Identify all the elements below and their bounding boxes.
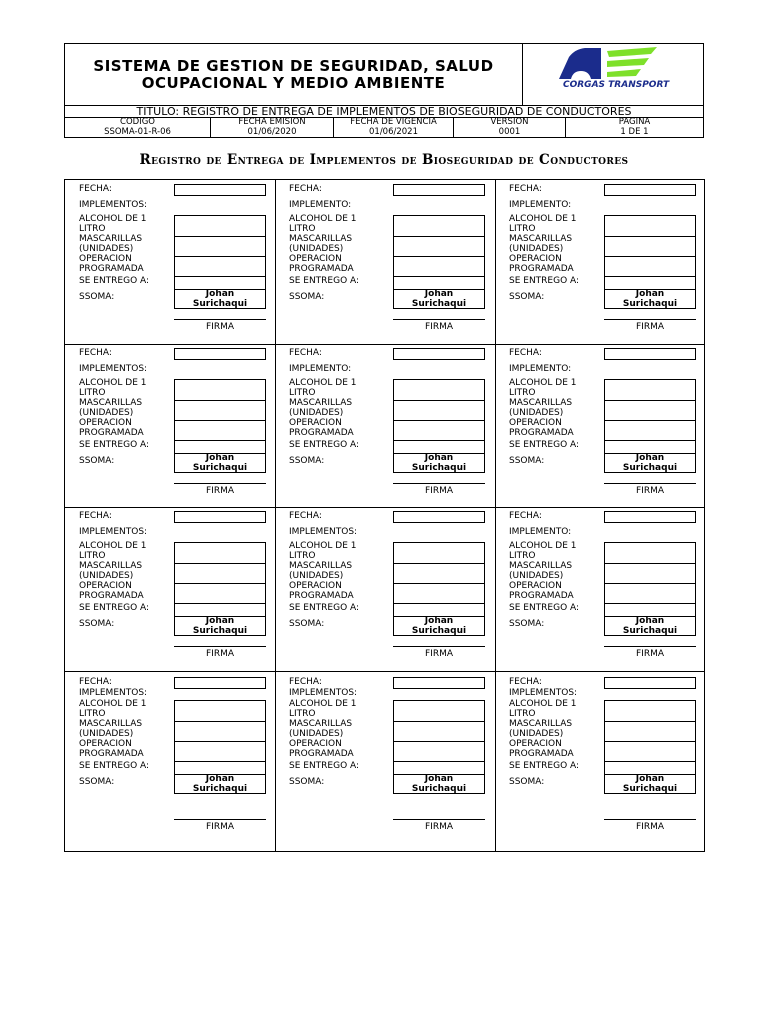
implement-fields — [393, 379, 485, 454]
implement-field-cell — [175, 584, 265, 604]
mascarillas-label: MASCARILLAS (UNIDADES) — [289, 719, 353, 739]
fecha-label: FECHA: — [289, 677, 322, 687]
operacion-label: OPERACION PROGRAMADA — [79, 418, 144, 438]
mascarillas-label: MASCARILLAS (UNIDADES) — [289, 234, 353, 254]
record-card — [495, 671, 705, 852]
ssoma-name: Johan Surichaqui — [393, 289, 485, 309]
record-card — [495, 180, 705, 344]
implement-fields — [174, 379, 266, 454]
operacion-label: OPERACION PROGRAMADA — [79, 254, 144, 274]
implement-field-cell — [394, 584, 484, 604]
implementos-label: IMPLEMENTO: — [509, 364, 572, 374]
fecha-label: FECHA: — [79, 184, 112, 194]
ssoma-label: SSOMA: — [79, 456, 115, 466]
implement-field-cell — [175, 742, 265, 762]
ssoma-label: SSOMA: — [79, 292, 115, 302]
mascarillas-label: MASCARILLAS (UNIDADES) — [289, 561, 353, 581]
implement-field-cell — [605, 401, 695, 421]
fecha-field — [393, 511, 485, 523]
implement-field-cell — [605, 216, 695, 237]
ssoma-label: SSOMA: — [509, 292, 545, 302]
operacion-label: OPERACION PROGRAMADA — [509, 254, 574, 274]
implement-field-cell — [175, 701, 265, 722]
mascarillas-label: MASCARILLAS (UNIDADES) — [509, 234, 573, 254]
signature-line — [604, 819, 696, 820]
fecha-field — [604, 677, 696, 689]
form-subtitle: TITULO: REGISTRO DE ENTREGA DE IMPLEMENTOS DE BIOSEGURIDAD DE CONDUCTORES — [65, 105, 703, 118]
logo-brand-text: CORGAS TRANSPORT — [563, 80, 670, 90]
entrego-label: SE ENTREGO A: — [509, 440, 580, 450]
record-card — [275, 507, 495, 671]
ssoma-label: SSOMA: — [289, 777, 325, 787]
implement-field-cell — [394, 722, 484, 742]
ssoma-name: Johan Surichaqui — [174, 616, 266, 636]
implement-field-cell — [175, 722, 265, 742]
ssoma-label: SSOMA: — [289, 292, 325, 302]
fecha-field — [604, 184, 696, 196]
signature-line — [393, 819, 485, 820]
alcohol-label: ALCOHOL DE 1 LITRO — [79, 214, 147, 234]
implement-field-cell — [605, 237, 695, 257]
implement-field-cell — [175, 564, 265, 584]
implement-field-cell — [605, 762, 695, 774]
implementos-label: IMPLEMENTOS: — [289, 527, 358, 537]
operacion-label: OPERACION PROGRAMADA — [289, 739, 354, 759]
alcohol-label: ALCOHOL DE 1 LITRO — [289, 378, 357, 398]
implement-field-cell — [605, 722, 695, 742]
implement-field-cell — [605, 257, 695, 277]
entrego-label: SE ENTREGO A: — [79, 276, 150, 286]
alcohol-label: ALCOHOL DE 1 LITRO — [289, 214, 357, 234]
signature-line — [604, 319, 696, 320]
fecha-field — [174, 677, 266, 689]
implement-field-cell — [394, 701, 484, 722]
record-card — [65, 180, 275, 344]
fecha-field — [393, 184, 485, 196]
entrego-label: SE ENTREGO A: — [289, 603, 360, 613]
implement-field-cell — [175, 543, 265, 564]
alcohol-label: ALCOHOL DE 1 LITRO — [79, 541, 147, 561]
fecha-label: FECHA: — [509, 184, 542, 194]
implementos-label: IMPLEMENTOS: — [79, 527, 148, 537]
implement-field-cell — [175, 762, 265, 774]
implementos-label: IMPLEMENTO: — [509, 200, 572, 210]
fecha-label: FECHA: — [289, 348, 322, 358]
operacion-label: OPERACION PROGRAMADA — [289, 581, 354, 601]
ssoma-name: Johan Surichaqui — [174, 289, 266, 309]
signature-line — [174, 483, 266, 484]
mascarillas-label: MASCARILLAS (UNIDADES) — [509, 561, 573, 581]
record-card — [65, 344, 275, 507]
record-card — [275, 344, 495, 507]
firma-label: FIRMA — [424, 486, 453, 496]
fecha-label: FECHA: — [79, 511, 112, 521]
implement-field-cell — [394, 237, 484, 257]
fecha-label: FECHA: — [79, 348, 112, 358]
entrego-label: SE ENTREGO A: — [289, 440, 360, 450]
implement-fields — [393, 700, 485, 775]
implement-fields — [174, 700, 266, 775]
implementos-label: IMPLEMENTOS: — [79, 200, 148, 210]
implement-field-cell — [175, 421, 265, 441]
ssoma-name: Johan Surichaqui — [604, 289, 696, 309]
ssoma-label: SSOMA: — [289, 456, 325, 466]
implementos-label: IMPLEMENTOS: — [289, 688, 358, 698]
records-grid — [64, 179, 705, 852]
implement-field-cell — [394, 277, 484, 289]
implement-field-cell — [605, 584, 695, 604]
implement-field-cell — [175, 277, 265, 289]
implement-fields — [604, 700, 696, 775]
firma-label: FIRMA — [635, 822, 664, 832]
ssoma-label: SSOMA: — [79, 777, 115, 787]
implementos-label: IMPLEMENTOS: — [509, 688, 578, 698]
meta-fecha-emision: FECHA EMISION 01/06/2020 — [211, 118, 334, 138]
record-card — [65, 671, 275, 852]
mascarillas-label: MASCARILLAS (UNIDADES) — [509, 398, 573, 418]
meta-row — [65, 118, 703, 138]
signature-line — [393, 646, 485, 647]
firma-label: FIRMA — [424, 649, 453, 659]
alcohol-label: ALCOHOL DE 1 LITRO — [289, 699, 357, 719]
implement-field-cell — [175, 380, 265, 401]
ssoma-name: Johan Surichaqui — [174, 774, 266, 794]
entrego-label: SE ENTREGO A: — [509, 276, 580, 286]
implement-field-cell — [605, 277, 695, 289]
operacion-label: OPERACION PROGRAMADA — [509, 581, 574, 601]
ssoma-name: Johan Surichaqui — [393, 774, 485, 794]
firma-label: FIRMA — [205, 822, 234, 832]
fecha-field — [174, 184, 266, 196]
truck-logo-icon — [559, 45, 669, 85]
implement-field-cell — [605, 701, 695, 722]
system-title-line2: OCUPACIONAL Y MEDIO AMBIENTE — [141, 73, 446, 92]
signature-line — [604, 483, 696, 484]
fecha-label: FECHA: — [289, 511, 322, 521]
implement-field-cell — [605, 441, 695, 453]
alcohol-label: ALCOHOL DE 1 LITRO — [79, 699, 147, 719]
entrego-label: SE ENTREGO A: — [509, 603, 580, 613]
implement-field-cell — [175, 604, 265, 616]
implement-field-cell — [394, 604, 484, 616]
fecha-field — [604, 348, 696, 360]
meta-codigo: CODIGO SSOMA-01-R-06 — [65, 118, 211, 138]
fecha-field — [393, 677, 485, 689]
system-title — [65, 44, 523, 105]
implement-fields — [174, 215, 266, 290]
ssoma-name: Johan Surichaqui — [604, 616, 696, 636]
meta-version: VERSION 0001 — [454, 118, 566, 138]
entrego-label: SE ENTREGO A: — [79, 603, 150, 613]
document-header — [64, 43, 704, 138]
record-card — [65, 507, 275, 671]
signature-line — [393, 483, 485, 484]
system-title-line1: SISTEMA DE GESTION DE SEGURIDAD, SALUD — [93, 56, 494, 75]
implement-field-cell — [394, 216, 484, 237]
signature-line — [393, 319, 485, 320]
signature-line — [604, 646, 696, 647]
fecha-label: FECHA: — [509, 677, 542, 687]
implement-field-cell — [394, 543, 484, 564]
implement-field-cell — [605, 543, 695, 564]
record-card — [275, 671, 495, 852]
mascarillas-label: MASCARILLAS (UNIDADES) — [79, 234, 143, 254]
entrego-label: SE ENTREGO A: — [79, 440, 150, 450]
mascarillas-label: MASCARILLAS (UNIDADES) — [79, 719, 143, 739]
implement-field-cell — [394, 441, 484, 453]
signature-line — [174, 646, 266, 647]
mascarillas-label: MASCARILLAS (UNIDADES) — [509, 719, 573, 739]
mascarillas-label: MASCARILLAS (UNIDADES) — [289, 398, 353, 418]
implement-field-cell — [394, 762, 484, 774]
implement-field-cell — [175, 216, 265, 237]
fecha-label: FECHA: — [509, 511, 542, 521]
implement-fields — [604, 215, 696, 290]
implement-field-cell — [394, 401, 484, 421]
ssoma-name: Johan Surichaqui — [174, 453, 266, 473]
page-title: Registro de Entrega de Implementos de Bioseguridad de Conductores — [139, 152, 629, 168]
implementos-label: IMPLEMENTO: — [289, 200, 352, 210]
meta-fecha-vigencia: FECHA DE VIGENCIA 01/06/2021 — [334, 118, 454, 138]
implement-field-cell — [605, 604, 695, 616]
fecha-field — [393, 348, 485, 360]
implement-fields — [174, 542, 266, 617]
firma-label: FIRMA — [205, 322, 234, 332]
implement-fields — [604, 379, 696, 454]
entrego-label: SE ENTREGO A: — [289, 761, 360, 771]
implement-field-cell — [605, 564, 695, 584]
mascarillas-label: MASCARILLAS (UNIDADES) — [79, 398, 143, 418]
implement-field-cell — [605, 421, 695, 441]
implement-field-cell — [394, 257, 484, 277]
implement-field-cell — [605, 380, 695, 401]
implement-fields — [393, 542, 485, 617]
firma-label: FIRMA — [635, 322, 664, 332]
operacion-label: OPERACION PROGRAMADA — [79, 739, 144, 759]
operacion-label: OPERACION PROGRAMADA — [289, 418, 354, 438]
ssoma-label: SSOMA: — [289, 619, 325, 629]
implementos-label: IMPLEMENTOS: — [79, 364, 148, 374]
operacion-label: OPERACION PROGRAMADA — [79, 581, 144, 601]
ssoma-name: Johan Surichaqui — [604, 453, 696, 473]
operacion-label: OPERACION PROGRAMADA — [289, 254, 354, 274]
fecha-label: FECHA: — [509, 348, 542, 358]
firma-label: FIRMA — [205, 649, 234, 659]
alcohol-label: ALCOHOL DE 1 LITRO — [509, 214, 577, 234]
firma-label: FIRMA — [205, 486, 234, 496]
fecha-field — [604, 511, 696, 523]
alcohol-label: ALCOHOL DE 1 LITRO — [509, 378, 577, 398]
implement-field-cell — [394, 564, 484, 584]
implementos-label: IMPLEMENTO: — [289, 364, 352, 374]
record-card — [495, 507, 705, 671]
company-logo — [523, 44, 704, 105]
meta-pagina: PAGINA 1 DE 1 — [618, 117, 651, 137]
implement-field-cell — [175, 401, 265, 421]
alcohol-label: ALCOHOL DE 1 LITRO — [79, 378, 147, 398]
alcohol-label: ALCOHOL DE 1 LITRO — [509, 541, 577, 561]
fecha-field — [174, 348, 266, 360]
fecha-label: FECHA: — [289, 184, 322, 194]
ssoma-name: Johan Surichaqui — [393, 616, 485, 636]
fecha-field — [174, 511, 266, 523]
implementos-label: IMPLEMENTOS: — [79, 688, 148, 698]
implement-field-cell — [394, 380, 484, 401]
ssoma-label: SSOMA: — [509, 777, 545, 787]
ssoma-label: SSOMA: — [509, 456, 545, 466]
implement-field-cell — [394, 421, 484, 441]
operacion-label: OPERACION PROGRAMADA — [509, 418, 574, 438]
mascarillas-label: MASCARILLAS (UNIDADES) — [79, 561, 143, 581]
alcohol-label: ALCOHOL DE 1 LITRO — [289, 541, 357, 561]
ssoma-label: SSOMA: — [79, 619, 115, 629]
implement-fields — [393, 215, 485, 290]
ssoma-label: SSOMA: — [509, 619, 545, 629]
entrego-label: SE ENTREGO A: — [289, 276, 360, 286]
signature-line — [174, 819, 266, 820]
ssoma-name: Johan Surichaqui — [604, 774, 696, 794]
record-card — [495, 344, 705, 507]
firma-label: FIRMA — [424, 822, 453, 832]
implement-field-cell — [175, 441, 265, 453]
entrego-label: SE ENTREGO A: — [79, 761, 150, 771]
implement-fields — [604, 542, 696, 617]
implement-field-cell — [394, 742, 484, 762]
entrego-label: SE ENTREGO A: — [509, 761, 580, 771]
implement-field-cell — [175, 237, 265, 257]
implement-field-cell — [605, 742, 695, 762]
alcohol-label: ALCOHOL DE 1 LITRO — [509, 699, 577, 719]
firma-label: FIRMA — [635, 649, 664, 659]
implement-field-cell — [175, 257, 265, 277]
record-card — [275, 180, 495, 344]
ssoma-name: Johan Surichaqui — [393, 453, 485, 473]
implementos-label: IMPLEMENTO: — [509, 527, 572, 537]
signature-line — [174, 319, 266, 320]
operacion-label: OPERACION PROGRAMADA — [509, 739, 574, 759]
firma-label: FIRMA — [635, 486, 664, 496]
firma-label: FIRMA — [424, 322, 453, 332]
fecha-label: FECHA: — [79, 677, 112, 687]
